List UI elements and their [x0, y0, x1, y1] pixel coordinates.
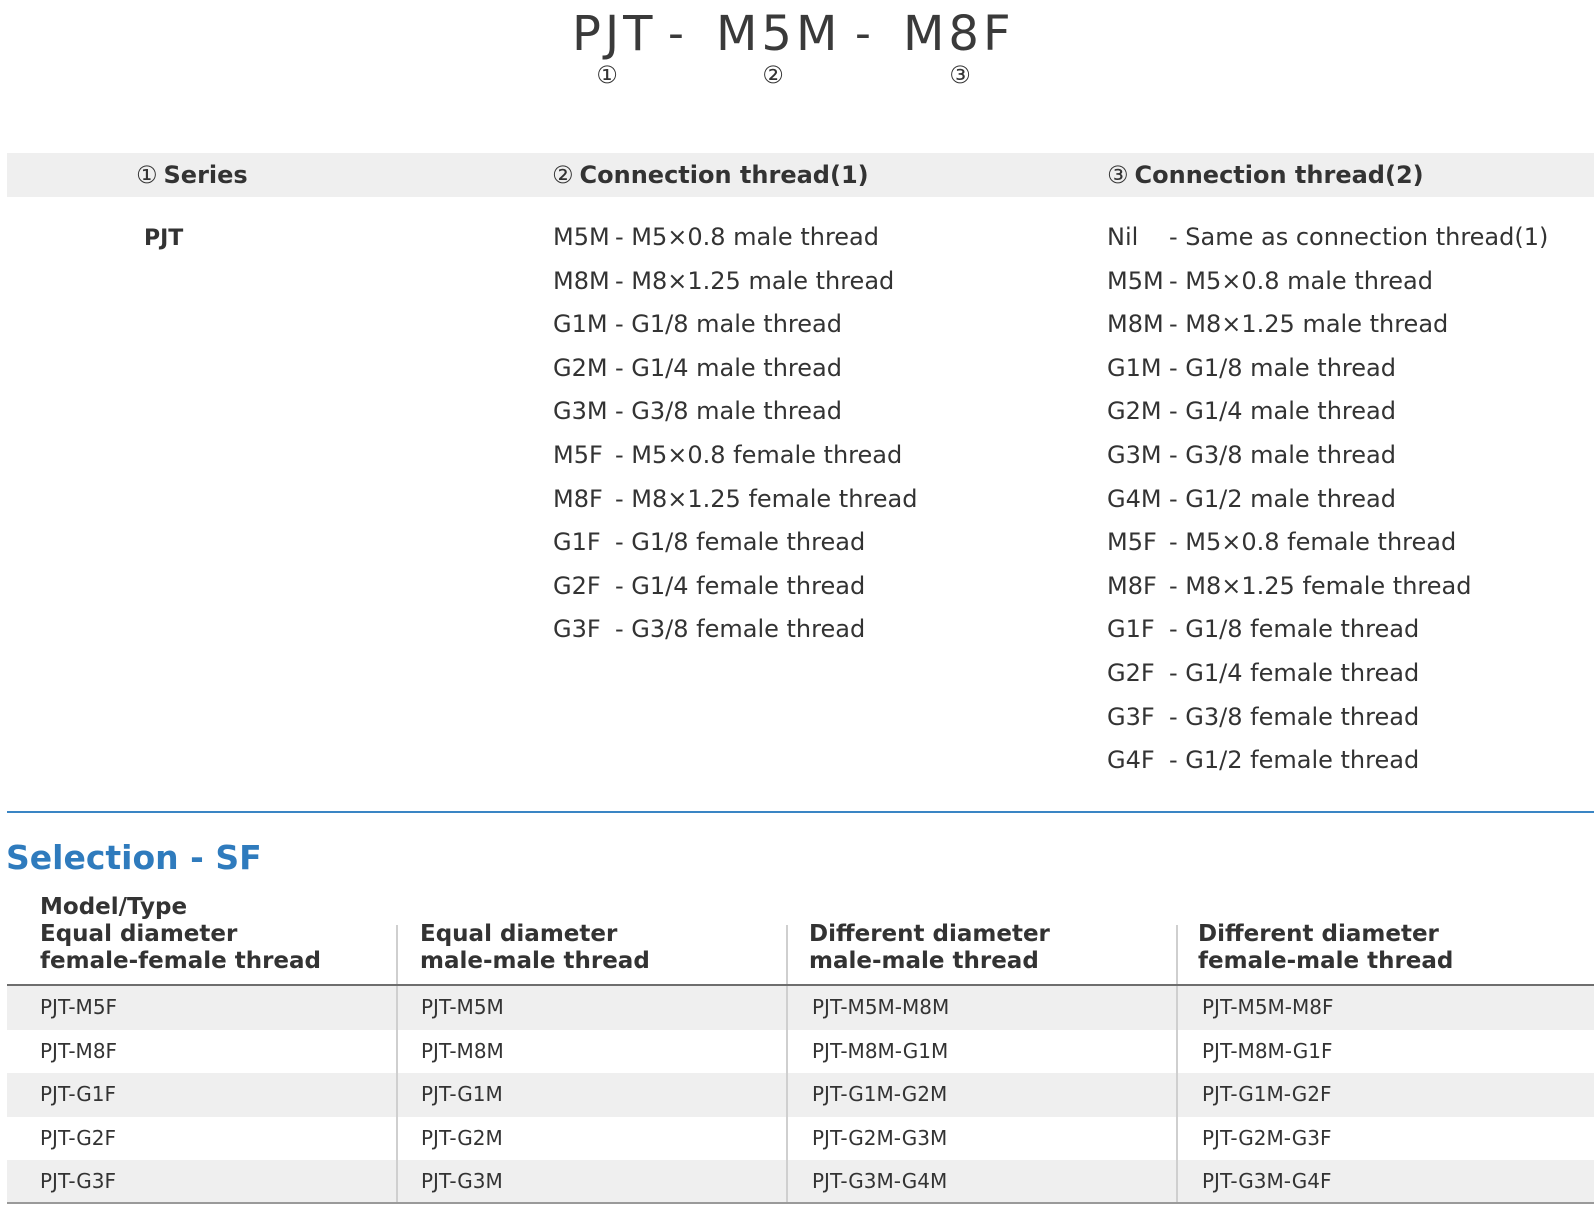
option-description: - G1/2 male thread: [1169, 484, 1396, 513]
option-code: G1F: [1107, 615, 1155, 644]
code-marker-1: ①: [596, 61, 618, 89]
option-code: Nil: [1107, 223, 1139, 251]
option-description: - M5×0.8 male thread: [615, 223, 879, 251]
table-cell: PJT-G3M-G4M: [812, 1169, 948, 1194]
thread1-option: [553, 261, 917, 305]
header-separator: [1176, 925, 1178, 985]
thread2-option-list: [1107, 217, 1548, 784]
option-code: M8F: [1107, 571, 1157, 600]
option-code: G2F: [553, 571, 601, 600]
header-col-4-line-1: Different diameter: [1198, 921, 1439, 947]
option-code: G2M: [1107, 397, 1162, 426]
column-separator: [1176, 986, 1178, 1204]
header-separator: [786, 925, 788, 985]
option-code: M8M: [553, 266, 610, 295]
thread2-option: [1107, 348, 1548, 392]
thread2-option: [1107, 522, 1548, 566]
table-row: [7, 986, 1594, 1030]
header-col-2-line-1: Equal diameter: [420, 921, 618, 947]
option-description: - G3/8 male thread: [615, 397, 842, 426]
option-code: G1F: [553, 528, 601, 557]
option-code: G1M: [1107, 353, 1162, 382]
option-code: M8M: [1107, 310, 1164, 339]
table-cell: PJT-M8M-G1M: [812, 1038, 949, 1063]
table-cell: PJT-G2M-G3M: [812, 1125, 948, 1150]
option-code: M5M: [553, 223, 610, 251]
option-description: - M5×0.8 male thread: [1169, 266, 1433, 295]
code-series: PJT: [572, 6, 657, 62]
thread2-option: [1107, 217, 1548, 261]
thread1-option: [553, 435, 917, 479]
table-cell: PJT-G1M-G2M: [812, 1082, 948, 1107]
option-description: - M5×0.8 female thread: [615, 440, 903, 469]
option-description: - M8×1.25 female thread: [1169, 571, 1472, 600]
option-description: - G3/8 female thread: [1169, 702, 1420, 731]
legend-head-series: [136, 158, 248, 192]
table-cell: PJT-M5F: [40, 995, 118, 1019]
table-cell: PJT-G1F: [40, 1082, 117, 1107]
option-description: - M8×1.25 male thread: [1169, 310, 1449, 339]
column-separator: [396, 986, 398, 1204]
option-description: - G1/4 male thread: [615, 353, 842, 382]
option-code: G4F: [1107, 746, 1155, 775]
option-code: G4M: [1107, 484, 1162, 513]
marker-3: ③: [1107, 161, 1129, 189]
option-code: M5M: [1107, 266, 1164, 295]
thread1-option: [553, 479, 917, 523]
thread1-option: [553, 348, 917, 392]
option-code: M5F: [553, 440, 603, 469]
table-row: [7, 1160, 1594, 1204]
option-code: G2M: [553, 353, 608, 382]
header-col-3-line-1: Different diameter: [809, 921, 1050, 947]
option-description: - G1/8 female thread: [615, 528, 866, 557]
table-cell: PJT-M8M: [421, 1038, 504, 1063]
table-cell: PJT-G1M-G2F: [1202, 1082, 1332, 1107]
header-col-1-line-2: female-female thread: [40, 948, 321, 974]
code-thread-2: M8F: [903, 6, 1015, 62]
code-dash-2: -: [855, 8, 871, 59]
option-description: - G1/8 female thread: [1169, 615, 1420, 644]
option-description: - G1/4 male thread: [1169, 397, 1396, 426]
code-marker-3: ③: [949, 61, 971, 89]
option-description: - G3/8 male thread: [1169, 440, 1396, 469]
thread2-option: [1107, 261, 1548, 305]
thread1-option: [553, 391, 917, 435]
option-code: G1M: [553, 310, 608, 339]
code-thread-1: M5M: [716, 6, 842, 62]
header-col-3-line-2: male-male thread: [809, 948, 1039, 974]
option-code: G2F: [1107, 658, 1155, 687]
option-description: - M8×1.25 female thread: [615, 484, 918, 513]
table-cell: PJT-M8F: [40, 1038, 118, 1063]
thread1-option: [553, 304, 917, 348]
option-description: - M5×0.8 female thread: [1169, 528, 1457, 557]
table-cell: PJT-G2M-G3F: [1202, 1125, 1332, 1150]
legend-head-thread2: [1107, 158, 1424, 192]
header-col-1: [40, 894, 321, 984]
header-caption: Model/Type: [40, 894, 188, 920]
header-separator: [396, 925, 398, 985]
option-description: - G1/8 male thread: [615, 310, 842, 339]
option-code: G3M: [1107, 440, 1162, 469]
marker-1: ①: [136, 161, 158, 189]
header-col-2-line-2: male-male thread: [420, 948, 650, 974]
thread2-option: [1107, 740, 1548, 784]
header-col-1-line-1: Equal diameter: [40, 921, 238, 947]
table-cell: PJT-M5M-M8F: [1202, 995, 1334, 1019]
thread2-option: [1107, 653, 1548, 697]
option-code: G3M: [553, 397, 608, 426]
thread2-option: [1107, 304, 1548, 348]
option-code: G3F: [1107, 702, 1155, 731]
option-description: - G1/8 male thread: [1169, 353, 1396, 382]
table-cell: PJT-M8M-G1F: [1202, 1038, 1333, 1063]
table-row: [7, 1073, 1594, 1117]
table-cell: PJT-G2F: [40, 1125, 117, 1150]
table-body: [7, 986, 1594, 1204]
table-row: [7, 1030, 1594, 1074]
thread2-option: [1107, 391, 1548, 435]
option-description: - G1/2 female thread: [1169, 746, 1420, 775]
option-description: - G3/8 female thread: [615, 615, 866, 644]
table-cell: PJT-G3F: [40, 1169, 117, 1194]
option-code: G3F: [553, 615, 601, 644]
option-description: - G1/4 female thread: [1169, 658, 1420, 687]
thread2-option: [1107, 435, 1548, 479]
table-bottom-rule: [7, 1202, 1594, 1204]
thread1-option: [553, 522, 917, 566]
table-cell: PJT-G3M: [421, 1169, 503, 1194]
thread2-option: [1107, 697, 1548, 741]
table-cell: PJT-G2M: [421, 1125, 503, 1150]
thread2-option: [1107, 479, 1548, 523]
code-dash-1: -: [668, 8, 684, 59]
legend-head-thread1: [552, 158, 869, 192]
thread1-option: [553, 217, 917, 261]
option-code: M8F: [553, 484, 603, 513]
table-cell: PJT-M5M-M8M: [812, 995, 950, 1019]
marker-2: ②: [552, 161, 574, 189]
table-row: [7, 1117, 1594, 1161]
selection-title: Selection - SF: [6, 838, 262, 877]
option-description: - M8×1.25 male thread: [615, 266, 895, 295]
thread1-option: [553, 609, 917, 653]
option-description: - Same as connection thread(1): [1169, 223, 1549, 251]
option-code: M5F: [1107, 528, 1157, 557]
legend-title-series: Series: [163, 161, 248, 189]
table-cell: PJT-M5M: [421, 995, 504, 1019]
thread1-option: [553, 566, 917, 610]
column-separator: [786, 986, 788, 1204]
legend-title-thread1: Connection thread(1): [579, 161, 869, 189]
thread2-option: [1107, 566, 1548, 610]
table-cell: PJT-G1M: [421, 1082, 503, 1107]
thread1-option-list: [553, 217, 917, 653]
header-col-4-line-2: female-male thread: [1198, 948, 1454, 974]
section-divider: [7, 811, 1594, 813]
table-cell: PJT-G3M-G4F: [1202, 1169, 1332, 1194]
series-value: PJT: [144, 226, 184, 251]
option-description: - G1/4 female thread: [615, 571, 866, 600]
legend-title-thread2: Connection thread(2): [1134, 161, 1424, 189]
thread2-option: [1107, 609, 1548, 653]
code-marker-2: ②: [762, 61, 784, 89]
